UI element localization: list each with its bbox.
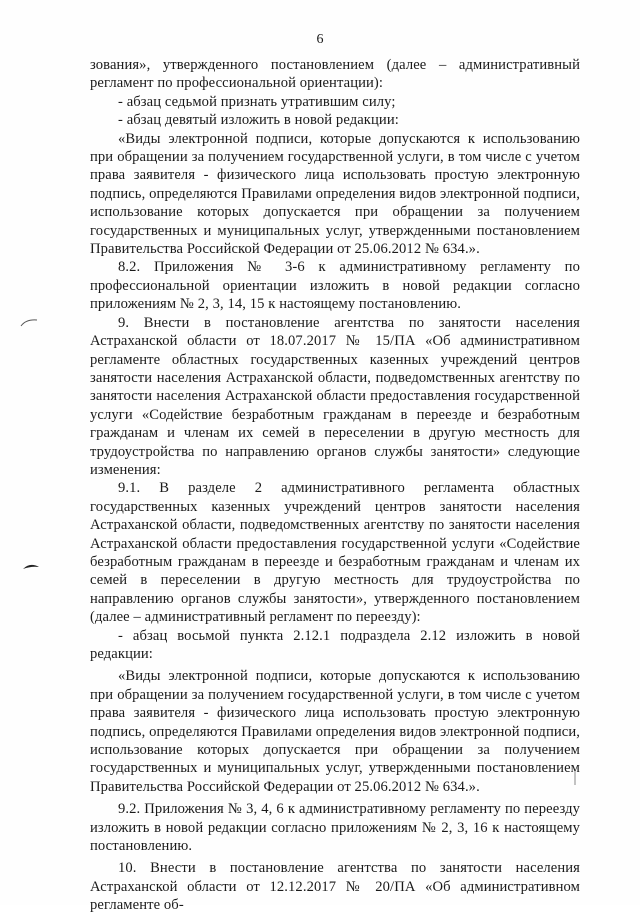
- paragraph-clause: 8.2. Приложения № 3-6 к административному регламенту по профессиональной ориентации изложить в новой редакции согласно приложениям № 2, 3, 14, 15 к настоящему постановлению.: [90, 259, 580, 313]
- paragraph-clause: 9.2. Приложения № 3, 4, 6 к административному регламенту по переезду изложить в новой редакции согласно приложениям № 2, 3, 16 к настоящему постановлению.: [90, 801, 580, 855]
- paragraph-item: - абзац восьмой пункта 2.12.1 подраздела 2.12 изложить в новой редакции:: [90, 627, 580, 662]
- margin-pen-mark: [20, 318, 38, 328]
- document-body: [90, 56, 580, 915]
- margin-dot-mark: [572, 770, 578, 786]
- paragraph-quote: «Виды электронной подписи, которые допускаются к использованию при обращении за получением государственной услуги, в том числе с учетом права заявителя - физического лица использовать простую электронную подпись, определяются Правилами определения видов электронной подписи, использование которых допускается при обращении за получением государственных и муниципальных услуг, утвержденными постановлением Правительства Российской Федерации от 25.06.2012 № 634.».: [90, 130, 580, 258]
- paragraph-clause: 9. Внести в постановление агентства по занятости населения Астраханской области от 18.07.2017 № 15/ПА «Об административном регламенте областных государственных казенных учреждений центров занятости населения Астраханской области, подведомственных агентству по занятости населения Астраханской области предоставления государственной услуги «Содействие безработным гражданам в переезде и безработным гражданам и членам их семей в переселении в другую местность для трудоустройства по направлению органов службы занятости» следующие изменения:: [90, 314, 580, 478]
- page-number: 6: [316, 32, 324, 47]
- paragraph-item: - абзац девятый изложить в новой редакции:: [118, 112, 399, 129]
- paragraph-clause: 9.1. В разделе 2 административного регламента областных государственных казенных учреждений центров занятости населения Астраханской области, подведомственных агентству по занятости населения Астраханской области предоставления государственной услуги «Содействие безработным гражданам в переезде и безработным гражданам и членам их семей в переселении в другую местность для трудоустройства по направлению органов службы занятости», утвержденного постановлением (далее – административный регламент по переезду):: [90, 480, 580, 626]
- paragraph-clause: 10. Внести в постановление агентства по занятости населения Астраханской области от 12.12.2017 № 20/ПА «Об административном регламенте об-: [90, 860, 580, 914]
- paragraph-quote: «Виды электронной подписи, которые допускаются к использованию при обращении за получением государственной услуги, в том числе с учетом права заявителя - физического лица использовать простую электронную подпись, определяются Правилами определения видов электронной подписи, использование которых допускается при обращении за получением государственных и муниципальных услуг, утвержденными постановлением Правительства Российской Федерации от 25.06.2012 № 634.».: [90, 668, 580, 795]
- paragraph-continuation: зования», утвержденного постановлением (далее – административный регламент по профессиональной ориентации):: [90, 57, 580, 92]
- paragraph-item: - абзац седьмой признать утратившим силу;: [118, 93, 396, 110]
- margin-ink-blot: [22, 562, 40, 572]
